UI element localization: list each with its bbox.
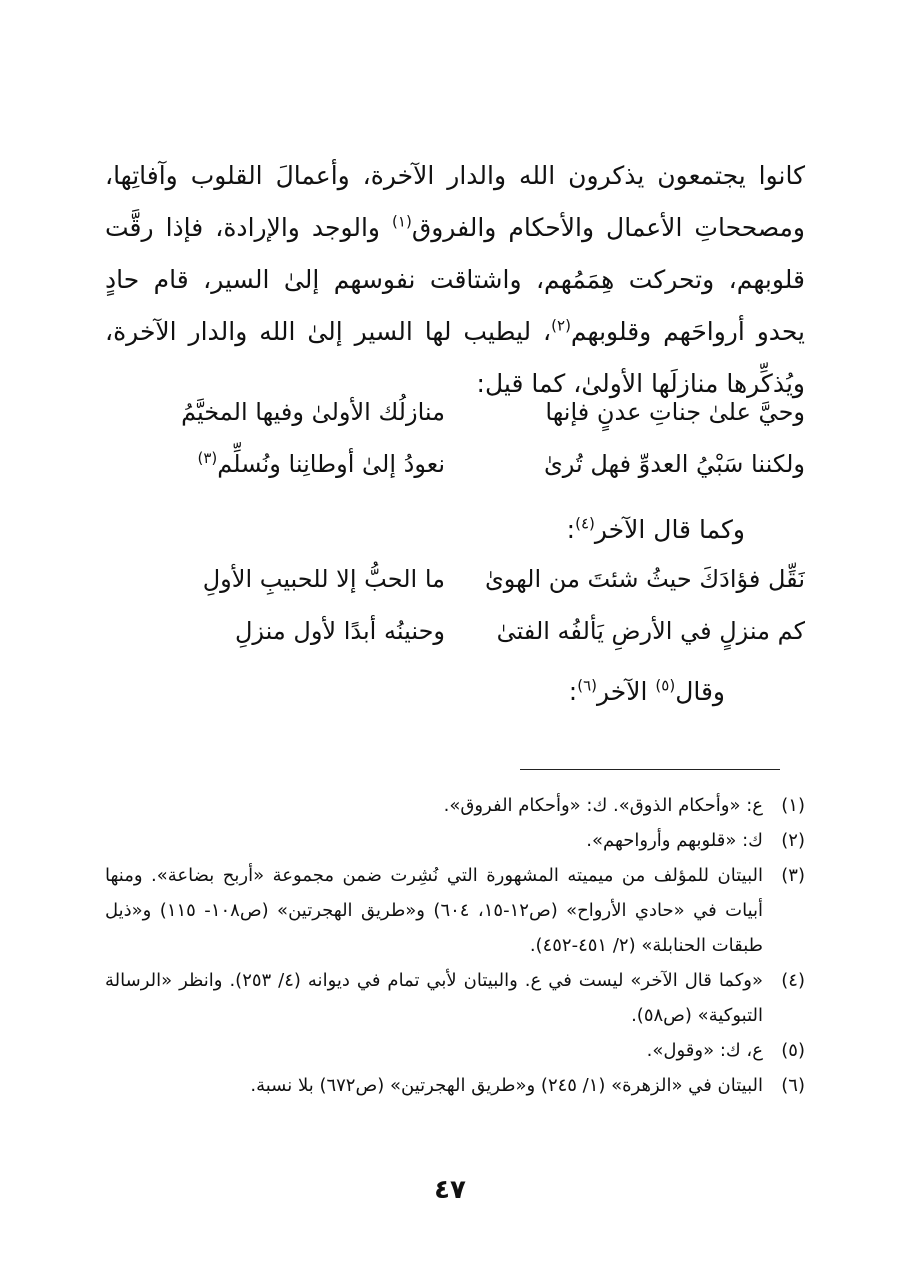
footnote-ref-6[interactable]: (٦) bbox=[577, 676, 597, 695]
poem-2-intro-colon: : bbox=[566, 515, 576, 544]
main-paragraph bbox=[105, 150, 805, 410]
poem-2-verse-1 bbox=[115, 553, 805, 605]
poem-2-verse-2-second-hemistich: وحنينُه أبدًا لأول منزلِ bbox=[234, 617, 445, 645]
paragraph-text bbox=[105, 150, 805, 410]
paragraph-part-1: كانوا يجتمعون يذكرون الله والدار الآخرة، وأعمالَ القلوب وآفاتِها، ومصححاتِ الأعمال والأحكام والفروق bbox=[105, 161, 805, 242]
footnote-4 bbox=[105, 963, 805, 1033]
footnote-5-text: ع، ك: «وقول». bbox=[646, 1040, 763, 1061]
footnote-6-text: البيتان في «الزهرة» (١/ ٢٤٥) و«طريق الهجرتين» (ص٦٧٢) بلا نسبة. bbox=[250, 1075, 763, 1096]
poem-1-verse-2 bbox=[115, 438, 805, 490]
footnote-6-number: (٦) bbox=[781, 1075, 805, 1096]
poem-2 bbox=[115, 553, 805, 657]
poem-1-verse-2-first-hemistich: ولكننا سَبْيُ العدوِّ فهل تُرىٰ bbox=[544, 450, 805, 478]
page-number: ٤٧ bbox=[434, 1175, 466, 1205]
footnote-3-number: (٣) bbox=[781, 865, 805, 886]
footnote-ref-4[interactable]: (٤) bbox=[575, 514, 595, 533]
footnotes bbox=[105, 788, 805, 1103]
footnote-ref-1[interactable]: (١) bbox=[392, 212, 412, 231]
poem-3-intro-colon: : bbox=[568, 677, 578, 706]
poem-3-intro-text-2: الآخر bbox=[597, 677, 656, 706]
footnote-5 bbox=[105, 1033, 805, 1068]
footnote-ref-2[interactable]: (٢) bbox=[551, 316, 571, 335]
footnote-ref-3[interactable]: (٣) bbox=[197, 449, 218, 467]
poem-3-intro bbox=[569, 666, 725, 718]
poem-1-verse-1-second-hemistich: منازلُك الأولىٰ وفيها المخيَّمُ bbox=[181, 398, 445, 426]
footnote-1-text: ع: «وأحكام الذوق». ك: «وأحكام الفروق». bbox=[443, 795, 763, 816]
footnote-5-number: (٥) bbox=[781, 1040, 805, 1061]
footnote-6 bbox=[105, 1068, 805, 1103]
paragraph-part-3: ، ليطيب لها السير إلىٰ الله والدار الآخرة، ويُذكِّرها منازلَها الأولىٰ، كما قيل: bbox=[105, 317, 805, 398]
poem-1-verse-2-second-text: نعودُ إلىٰ أوطانِنا ونُسلِّم bbox=[217, 450, 445, 478]
footnote-ref-5[interactable]: (٥) bbox=[655, 676, 676, 695]
footnote-separator bbox=[520, 769, 780, 770]
poem-2-verse-2-first-hemistich: كم منزلٍ في الأرضِ يَألفُه الفتىٰ bbox=[496, 617, 805, 645]
poem-3-intro-text-1: وقال bbox=[675, 677, 725, 706]
poem-2-intro bbox=[567, 504, 745, 556]
footnote-1 bbox=[105, 788, 805, 823]
poem-2-verse-1-first-hemistich: نَقِّل فؤادَكَ حيثُ شئتَ من الهوىٰ bbox=[484, 565, 805, 593]
poem-2-intro-text: وكما قال الآخر bbox=[594, 515, 745, 544]
footnote-4-text: «وكما قال الآخر» ليست في ع. والبيتان لأبي تمام في ديوانه (٤/ ٢٥٣). وانظر «الرسالة التبوكية» (ص٥٨). bbox=[105, 970, 763, 1026]
footnote-1-number: (١) bbox=[781, 795, 805, 816]
footnote-3 bbox=[105, 858, 805, 963]
poem-1-verse-1 bbox=[115, 386, 805, 438]
footnote-2-number: (٢) bbox=[781, 830, 805, 851]
footnote-3-text: البيتان للمؤلف من ميميته المشهورة التي نُشِرت ضمن مجموعة «أربح بضاعة». ومنها أبيات في «حادي الأرواح» (ص١٢-١٥، ٦٠٤) و«طريق الهجرتين» (ص١٠٨- ١١٥) و«ذيل طبقات الحنابلة» (٢/ ٤٥١-٤٥٢). bbox=[105, 865, 764, 956]
paragraph-part-2: والوجد والإرادة، فإذا رقَّت قلوبهم، وتحركت هِمَمُهم، واشتاقت نفوسهم إلىٰ السير، قام حادٍ يحدو أرواحَهم وقلوبهم bbox=[105, 213, 805, 346]
poem-2-verse-2 bbox=[115, 605, 805, 657]
poem-2-verse-1-second-hemistich: ما الحبُّ إلا للحبيبِ الأولِ bbox=[202, 565, 445, 593]
poem-1 bbox=[115, 386, 805, 490]
footnote-4-number: (٤) bbox=[781, 970, 805, 991]
footnote-2 bbox=[105, 823, 805, 858]
poem-1-verse-2-second-hemistich bbox=[115, 438, 445, 490]
poem-1-verse-1-first-hemistich: وحيَّ علىٰ جناتِ عدنٍ فإنها bbox=[545, 398, 805, 426]
footnote-2-text: ك: «قلوبهم وأرواحهم». bbox=[586, 830, 763, 851]
